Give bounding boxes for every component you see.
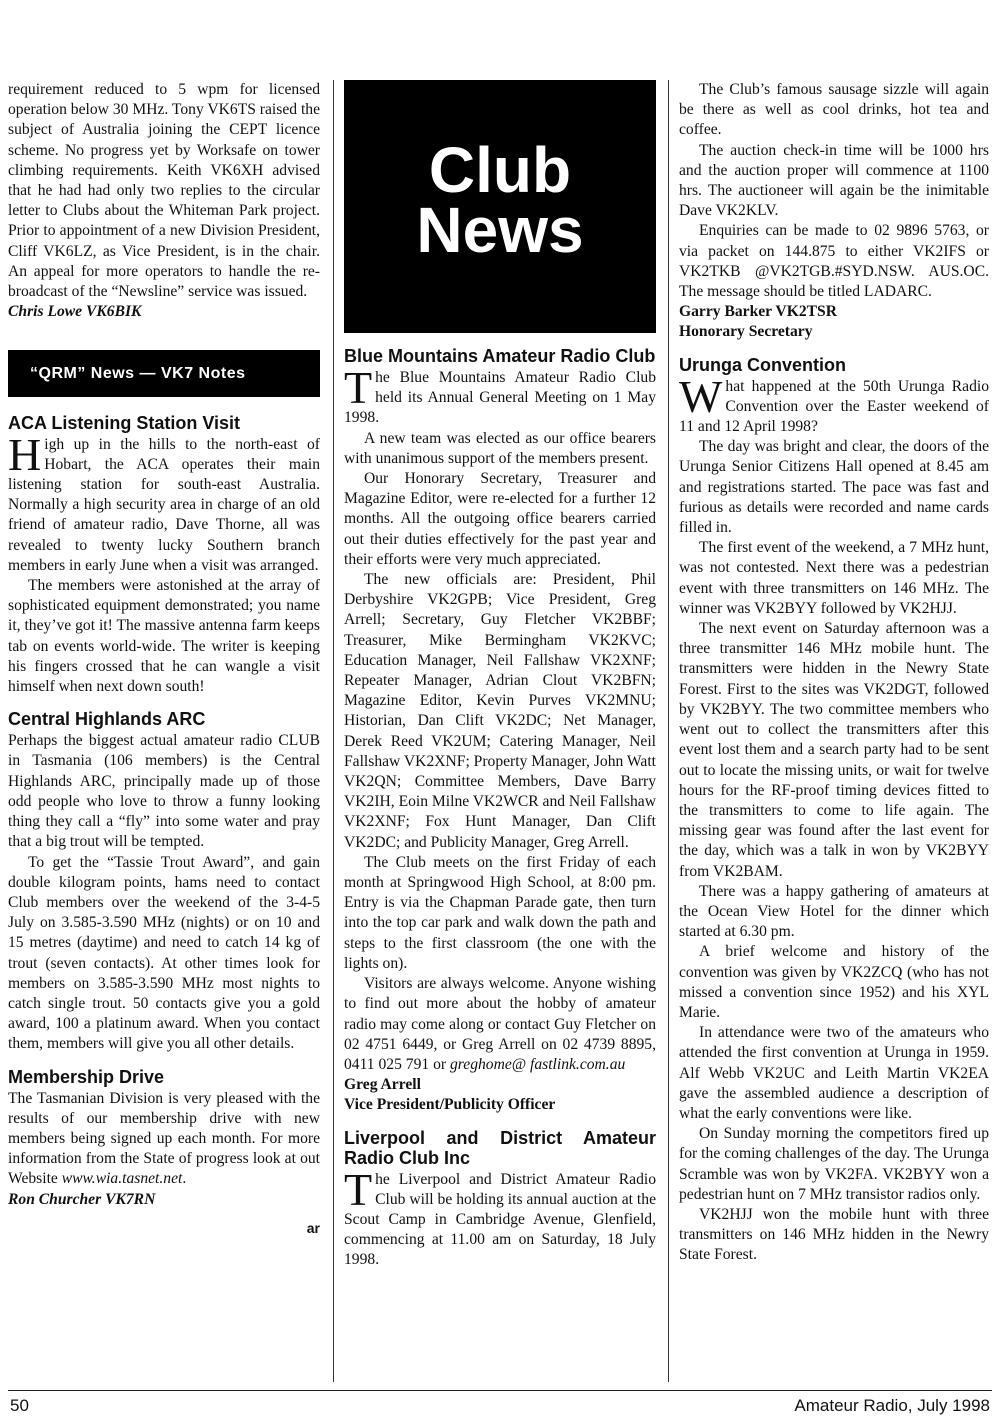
article-paragraph xyxy=(8,1089,320,1190)
article-paragraph: The new officials are: President, Phil Derbyshire VK2GPB; Vice President, Greg Arrell; Secretary, Guy Fletcher VK2BBF; Treasurer, Mike Bermingham VK2KVC; Education Manager, Neil Fallshaw VK2XNF; Repeater Manager, Adrian Clout VK2BFN; Magazine Editor, Kevin Purves VK2MNU; Historian, Dan Clift VK2DC; Net Manager, Derek Reed VK2UM; Catering Manager, Neil Fallshaw VK2XNF; Property Manager, John Watt VK2QN; Committee Members, Dave Barry VK2IH, Eoin Milne VK2WCR and Neil Fallshaw VK2XNF; Fox Hunt Manager, Dan Clift VK2DC; and Publicity Manager, Greg Arrell. xyxy=(344,571,656,851)
article-paragraph xyxy=(344,974,656,1075)
author-role: Vice President/Publicity Officer xyxy=(344,1096,556,1114)
author-role: Honorary Secretary xyxy=(679,323,813,341)
article-paragraph: On Sunday morning the competitors fired up for the coming challenges of the day. The Urunga Scramble was won by VK2FA. VK2BYY won a pedestrian hunt on 7 MHz transistor radios only. xyxy=(679,1125,989,1203)
article-paragraph: The auction check-in time will be 1000 hrs and the auction proper will commence at 1100 hrs. The auctioneer will again be the inimitable Dave VK2KLV. xyxy=(679,141,989,220)
article-title: Central Highlands ARC xyxy=(8,709,206,730)
banner-line-1: Club xyxy=(428,134,572,206)
article-paragraph: To get the “Tassie Trout Award”, and gain double kilogram points, hams need to contact Club members over the weekend of the 3-4-5 July on 3.585-3.590 MHz (nights) or on 10 and 15 metres (daytime) and need to catch 14 kg of trout (seven contacts). At other times look for members on 3.585-3.590 MHz most nights to catch single trout. 50 contacts give you a gold award, 100 a platinum award. When you contact them, members will give you all other details. xyxy=(8,853,320,1053)
paragraph-text: hat happened at the 50th Urunga Radio Convention over the Easter weekend of 11 and 12 April 1998? xyxy=(679,377,989,436)
article-title: Membership Drive xyxy=(8,1066,165,1087)
article-paragraph: In attendance were two of the amateurs who attended the first convention at Urunga in 1959. Alf Webb VK2UC and Leith Martin VK2EA gave the assembled audience a description of what the early conventions were like. xyxy=(679,1024,989,1122)
article-paragraph: Enquiries can be made to 02 9896 5763, or via packet on 144.875 to either VK2IFS or VK2TKB @VK2TGB.#SYD.NSW. AUS.OC. The message should be titled LADARC. xyxy=(679,222,989,301)
article-paragraph: The next event on Saturday afternoon was a three transmitter 146 MHz mobile hunt. The transmitters were hidden in the Newry State Forest. First to the sites was VK2DGT, followed by VK2BYY. The two committee members who went out to collect the transmitters after this event lost them and a search party had to be sent out to locate the missing units, or wait for twelve hours for the RF-proof timing devices fitted to the transmitters to come to life again. The missing gear was found after the last event for the day, which was a talk in won by VK2BYY from VK2BAM. xyxy=(679,620,989,880)
article-paragraph xyxy=(344,1163,656,1271)
article-paragraph: Perhaps the biggest actual amateur radio CLUB in Tasmania (106 members) is the Central Highlands ARC, principally made up of those odd people who love to throw a funny looking thing they call a “fly” into some water and pray that a big trout will be tempted. xyxy=(8,732,320,851)
club-news-banner xyxy=(344,80,656,333)
author-signature: Greg Arrell xyxy=(344,1076,421,1094)
magazine-issue: Amateur Radio, July 1998 xyxy=(794,1396,990,1415)
article-paragraph: A brief welcome and history of the convention was given by VK2ZCQ (who has not missed a convention since 1952) and his XYL Marie. xyxy=(679,943,989,1021)
section-bar: “QRM” News — VK7 Notes xyxy=(8,350,320,396)
article-paragraph: There was a happy gathering of amateurs at the Ocean View Hotel for the dinner which started at 6.30 pm. xyxy=(679,882,989,941)
website-link[interactable]: www.wia.tasnet.net xyxy=(61,1170,183,1188)
article-paragraph xyxy=(679,370,989,438)
article-paragraph: The members were astonished at the array of sophisticated equipment demonstrated; you name it, they’ve got it! The massive antenna farm keeps tab on events world-wide. The writer is keeping his fingers crossed that he can wangle a visit himself when next down south! xyxy=(8,577,320,696)
article-paragraph: A new team was elected as our office bearers with unanimous support of the members present. xyxy=(344,429,656,467)
paragraph-text: The Tasmanian Division is very pleased with the results of our membership drive with new members being signed up each month. For more information from the State of progress look at out Website xyxy=(8,1089,320,1188)
page-number: 50 xyxy=(10,1396,29,1415)
paragraph-text: igh up in the hills to the north-east of Hobart, the ACA operates their main listening station for south-east Australia. Normally a high security area in charge of an old friend of amateur radio, Dave Thorne, all was revealed to twenty lucky Southern branch members in early June when a visit was arranged. xyxy=(8,435,320,574)
article-paragraph xyxy=(344,362,656,429)
paragraph-text: he Blue Mountains Amateur Radio Club held its Annual General Meeting on 1 May 1998. xyxy=(344,369,656,427)
article-title: Liverpool and District Amateur Radio Club Inc xyxy=(344,1127,656,1168)
article-paragraph: The day was bright and clear, the doors of the Urunga Senior Citizens Hall opened at 8.45 am and registrations started. The pace was fast and furious as details were recorded and name cards filled in. xyxy=(679,438,989,537)
end-mark: ar xyxy=(306,1219,320,1236)
column-2 xyxy=(344,346,656,1271)
article-paragraph: The Club meets on the first Friday of each month at Springwood High School, at 8:00 pm. Entry is via the Chapman Parade gate, then turn into the top car park and walk down the path and steps to the first classroom (the one with the lights on). xyxy=(344,853,656,972)
column-rule-2 xyxy=(668,80,669,1382)
author-signature: Chris Lowe VK6BIK xyxy=(8,303,142,321)
drop-cap: T xyxy=(344,362,373,413)
column-rule-1 xyxy=(333,80,334,1382)
article-title: Blue Mountains Amateur Radio Club xyxy=(344,346,656,366)
drop-cap: H xyxy=(8,428,42,480)
author-signature: Ron Churcher VK7RN xyxy=(8,1190,156,1208)
column-3 xyxy=(679,80,989,1266)
drop-cap: W xyxy=(679,370,723,422)
article-paragraph: The first event of the weekend, a 7 MHz hunt, was not contested. Next there was a pedestrian event with three transmitters on 146 MHz. The winner was VK2BYY followed by VK2HJJ. xyxy=(679,539,989,617)
drop-cap: T xyxy=(344,1163,373,1215)
vk6-notes-end: requirement reduced to 5 wpm for licensed operation below 30 MHz. Tony VK6TS raised the subject of Australia joining the CEPT licence scheme. No progress yet by Worksafe on tower climbing requirements. Keith VK6XH advised that he had had only two replies to the circular letter to Clubs about the Whiteman Park project. Prior to appointment of a new Division President, Cliff VK6LZ, as Vice President, is in the chair. An appeal for more operators to handle the re-broadcast of the “Newsline” service was issued. xyxy=(8,81,320,301)
column-1 xyxy=(8,80,320,1238)
article-paragraph: Our Honorary Secretary, Treasurer and Magazine Editor, were re-elected for a further 12 months. All the outgoing office bearers carried out their duties effectively for the past year and their efforts were very much appreciated. xyxy=(344,470,656,568)
article-paragraph: VK2HJJ won the mobile hunt with three transmitters on 146 MHz hidden in the Newry State Forest. xyxy=(679,1205,989,1264)
article-paragraph xyxy=(8,428,320,576)
article-paragraph: The Club’s famous sausage sizzle will again be there as well as cool drinks, hot tea and coffee. xyxy=(679,81,989,139)
article-title: ACA Listening Station Visit xyxy=(8,412,241,433)
paragraph-text: . xyxy=(182,1170,187,1188)
paragraph-text: he Liverpool and District Amateur Radio Club will be holding its annual auction at the Scout Camp in Cambridge Avenue, Glenfield, commencing at 11.00 am on Saturday, 18 July 1998. xyxy=(344,1170,656,1269)
author-signature: Garry Barker VK2TSR xyxy=(679,303,837,321)
banner-line-2: News xyxy=(416,194,584,266)
footer-rule xyxy=(8,1390,992,1391)
paragraph-text: Visitors are always welcome. Anyone wishing to find out more about the hobby of amateur radio may come along or contact Guy Fletcher on 02 4751 6449, or Greg Arrell on 02 4739 8895, 0411 025 791 or xyxy=(344,975,656,1073)
email-link[interactable]: greghome@ fastlink.com.au xyxy=(449,1055,626,1073)
article-title: Urunga Convention xyxy=(679,354,846,375)
